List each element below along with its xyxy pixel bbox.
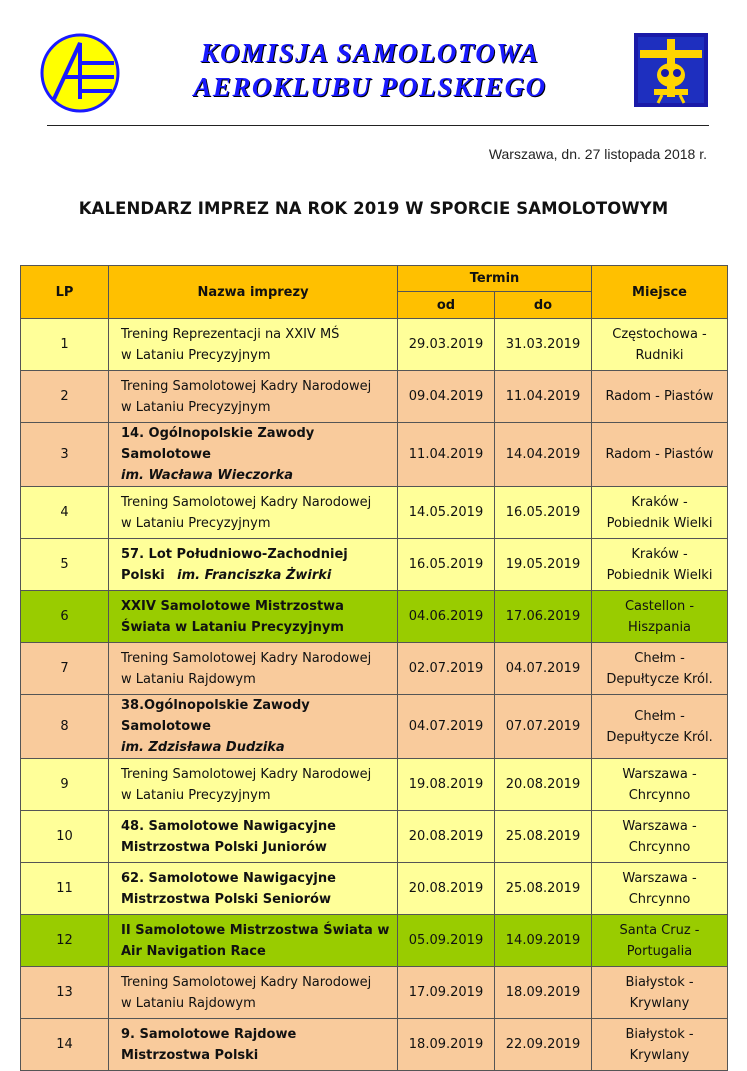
place-line2: Rudniki (635, 347, 684, 363)
place-line1: Chełm - (634, 708, 685, 724)
table-row (21, 591, 728, 643)
cell-date-to: 17.06.2019 (495, 591, 592, 643)
cell-event-name (109, 811, 398, 863)
event-name-line1: 62. Samolotowe Nawigacyjne (121, 870, 336, 886)
cell-lp: 7 (21, 643, 109, 695)
cell-place (592, 539, 728, 591)
event-name-line2: w Lataniu Precyzyjnym (121, 515, 271, 531)
event-name-line2: Mistrzostwa Polski Juniorów (121, 839, 327, 855)
cell-date-from: 09.04.2019 (398, 371, 495, 423)
column-header-do: do (495, 292, 592, 319)
table-row (21, 319, 728, 371)
place-line1: Białystok - (625, 974, 694, 990)
table-row (21, 539, 728, 591)
event-name-line1: II Samolotowe Mistrzostwa Świata w (121, 922, 390, 938)
cell-event-name (109, 863, 398, 915)
cell-lp: 8 (21, 695, 109, 759)
event-name-line2: w Lataniu Rajdowym (121, 995, 256, 1011)
cell-lp: 12 (21, 915, 109, 967)
table-row (21, 863, 728, 915)
event-name-line1: Trening Samolotowej Kadry Narodowej (121, 974, 372, 990)
place-line1: Kraków - (631, 494, 688, 510)
event-name-line1: 57. Lot Południowo-Zachodniej (121, 546, 348, 562)
cell-date-to: 19.05.2019 (495, 539, 592, 591)
column-header-termin: Termin (398, 266, 592, 292)
place-line2: Pobiednik Wielki (606, 515, 713, 531)
cell-place (592, 1019, 728, 1071)
cell-date-to: 31.03.2019 (495, 319, 592, 371)
place-line2: Hiszpania (628, 619, 692, 635)
cell-date-to: 18.09.2019 (495, 967, 592, 1019)
cell-lp: 3 (21, 423, 109, 487)
table-row (21, 371, 728, 423)
cell-place (592, 319, 728, 371)
cell-date-to: 25.08.2019 (495, 863, 592, 915)
aeroplane-emblem-icon (634, 33, 708, 107)
cell-place (592, 643, 728, 695)
cell-date-from: 11.04.2019 (398, 423, 495, 487)
event-name-line2: Air Navigation Race (121, 943, 266, 959)
table-row (21, 423, 728, 487)
place-line1: Warszawa - (622, 818, 697, 834)
event-name-line2: w Lataniu Precyzyjnym (121, 399, 271, 415)
table-row (21, 915, 728, 967)
place-line2: Chrcynno (628, 839, 691, 855)
cell-event-name (109, 539, 398, 591)
cell-lp: 9 (21, 759, 109, 811)
place-line1: Warszawa - (622, 766, 697, 782)
cell-event-name (109, 371, 398, 423)
place-line1: Częstochowa - (612, 326, 707, 342)
cell-event-name (109, 759, 398, 811)
cell-lp: 2 (21, 371, 109, 423)
cell-date-to: 11.04.2019 (495, 371, 592, 423)
cell-place (592, 915, 728, 967)
cell-lp: 13 (21, 967, 109, 1019)
document-title: KALENDARZ IMPREZ NA ROK 2019 W SPORCIE SAMOLOTOWYM (78, 199, 669, 218)
cell-date-to: 04.07.2019 (495, 643, 592, 695)
event-name-line1: Trening Samolotowej Kadry Narodowej (121, 494, 372, 510)
cell-event-name (109, 423, 398, 487)
event-name-line1: XXIV Samolotowe Mistrzostwa (121, 598, 344, 614)
cell-date-from: 05.09.2019 (398, 915, 495, 967)
event-name-line2-prefix: Polski (121, 567, 165, 583)
event-name-line1: Trening Reprezentacji na XXIV MŚ (121, 326, 340, 342)
event-name-line2: Mistrzostwa Polski Seniorów (121, 891, 331, 907)
cell-lp: 5 (21, 539, 109, 591)
cell-event-name (109, 487, 398, 539)
cell-date-to: 14.09.2019 (495, 915, 592, 967)
cell-place (592, 863, 728, 915)
cell-lp: 11 (21, 863, 109, 915)
cell-date-from: 14.05.2019 (398, 487, 495, 539)
cell-date-from: 02.07.2019 (398, 643, 495, 695)
column-header-lp: LP (21, 266, 109, 319)
event-name-line2: im. Zdzisława Dudzika (121, 740, 285, 755)
event-name-line2-patron: im. Franciszka Żwirki (177, 567, 332, 583)
events-calendar-table (20, 265, 728, 1071)
table-row (21, 759, 728, 811)
table-row (21, 643, 728, 695)
cell-date-to: 20.08.2019 (495, 759, 592, 811)
event-name-line2: w Lataniu Precyzyjnym (121, 787, 271, 803)
cell-event-name (109, 319, 398, 371)
cell-place (592, 695, 728, 759)
cell-place (592, 591, 728, 643)
place-line1: Chełm - (634, 650, 685, 666)
place-line2: Chrcynno (628, 787, 691, 803)
place-line2: Krywlany (629, 1047, 690, 1063)
cell-place: Radom - Piastów (592, 423, 728, 487)
cell-date-from: 19.08.2019 (398, 759, 495, 811)
place-line1: Kraków - (631, 546, 688, 562)
cell-place: Radom - Piastów (592, 371, 728, 423)
column-header-name: Nazwa imprezy (109, 266, 398, 319)
place-line2: Pobiednik Wielki (606, 567, 713, 583)
event-name-line2: Mistrzostwa Polski (121, 1047, 259, 1063)
place-line1: Białystok - (625, 1026, 694, 1042)
cell-date-to: 14.04.2019 (495, 423, 592, 487)
cell-date-to: 22.09.2019 (495, 1019, 592, 1071)
event-name-line1: Trening Samolotowej Kadry Narodowej (121, 650, 372, 666)
cell-place (592, 967, 728, 1019)
cell-event-name (109, 967, 398, 1019)
table-row (21, 487, 728, 539)
organization-name-line1: KOMISJA SAMOLOTOWA (200, 38, 540, 68)
event-name-line1: 14. Ogólnopolskie Zawody Samolotowe (121, 426, 315, 462)
cell-date-from: 20.08.2019 (398, 811, 495, 863)
event-name-line1: 38.Ogólnopolskie Zawody Samolotowe (121, 698, 310, 734)
event-name-line1: 48. Samolotowe Nawigacyjne (121, 818, 336, 834)
table-row (21, 695, 728, 759)
cell-lp: 14 (21, 1019, 109, 1071)
cell-event-name (109, 695, 398, 759)
cell-event-name (109, 915, 398, 967)
header-divider (47, 125, 709, 126)
column-header-od: od (398, 292, 495, 319)
place-line1: Warszawa - (622, 870, 697, 886)
table-row (21, 1019, 728, 1071)
cell-lp: 1 (21, 319, 109, 371)
cell-event-name (109, 643, 398, 695)
cell-lp: 10 (21, 811, 109, 863)
organization-name (130, 36, 610, 104)
place-line2: Krywlany (629, 995, 690, 1011)
place-line2: Chrcynno (628, 891, 691, 907)
organization-name-line2: AEROKLUBU POLSKIEGO (193, 72, 547, 102)
organization-logo-icon (40, 33, 120, 113)
cell-event-name (109, 591, 398, 643)
cell-date-to: 25.08.2019 (495, 811, 592, 863)
place-line1: Castellon - (624, 598, 695, 614)
table-row (21, 811, 728, 863)
cell-date-from: 04.07.2019 (398, 695, 495, 759)
cell-place (592, 759, 728, 811)
event-name-line1: Trening Samolotowej Kadry Narodowej (121, 766, 372, 782)
event-name-line2: Świata w Lataniu Precyzyjnym (121, 619, 344, 635)
cell-date-from: 20.08.2019 (398, 863, 495, 915)
cell-date-to: 16.05.2019 (495, 487, 592, 539)
place-line2: Depułtycze Król. (606, 671, 713, 687)
cell-date-from: 18.09.2019 (398, 1019, 495, 1071)
event-name-line2: w Lataniu Rajdowym (121, 671, 256, 687)
event-name-line1: Trening Samolotowej Kadry Narodowej (121, 378, 372, 394)
cell-lp: 4 (21, 487, 109, 539)
cell-date-from: 17.09.2019 (398, 967, 495, 1019)
cell-date-from: 04.06.2019 (398, 591, 495, 643)
event-name-line2: w Lataniu Precyzyjnym (121, 347, 271, 363)
cell-lp: 6 (21, 591, 109, 643)
cell-event-name (109, 1019, 398, 1071)
table-row (21, 967, 728, 1019)
place-line2: Portugalia (626, 943, 693, 959)
place-line1: Santa Cruz - (619, 922, 700, 938)
cell-place (592, 811, 728, 863)
cell-date-from: 29.03.2019 (398, 319, 495, 371)
cell-date-from: 16.05.2019 (398, 539, 495, 591)
event-name-line2: im. Wacława Wieczorka (121, 468, 294, 483)
place-line2: Depułtycze Król. (606, 729, 713, 745)
document-date: Warszawa, dn. 27 listopada 2018 r. (488, 146, 707, 162)
column-header-place: Miejsce (592, 266, 728, 319)
event-name-line1: 9. Samolotowe Rajdowe (121, 1026, 297, 1042)
cell-date-to: 07.07.2019 (495, 695, 592, 759)
cell-place (592, 487, 728, 539)
